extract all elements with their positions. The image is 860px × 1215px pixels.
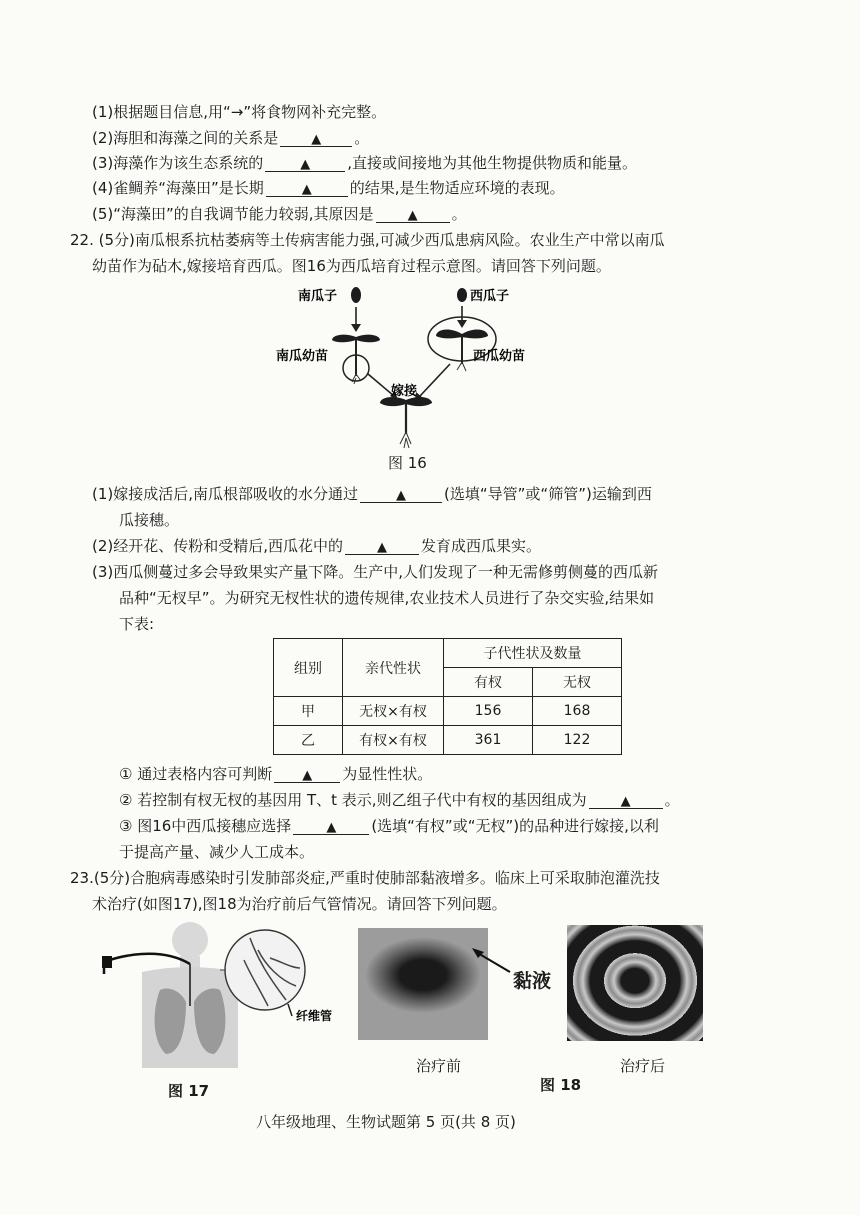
q22-intro-line1: 22. (5分)南瓜根系抗枯萎病等土传病害能力强,可减少西瓜患病风险。农业生产中常以南瓜	[70, 231, 665, 249]
answer-blank[interactable]: ▲	[266, 178, 348, 197]
pumpkin-seedling-icon	[332, 335, 380, 384]
after-treatment-label: 治疗后	[620, 1057, 666, 1075]
table-row: 甲 无杈×有杈 156 168	[274, 697, 622, 726]
q22-sub2: ② 若控制有杈无杈的基因用 T、t 表示,则乙组子代中有杈的基因组成为 ▲ 。	[119, 791, 680, 809]
answer-blank[interactable]: ▲	[376, 204, 450, 223]
figure-18-caption: 图 18	[540, 1076, 582, 1094]
answer-blank[interactable]: ▲	[265, 153, 345, 172]
watermelon-seed-icon	[457, 288, 467, 302]
answer-blank[interactable]: ▲	[589, 790, 663, 809]
pumpkin-seed-icon	[351, 287, 361, 303]
q21-item-1: (1)根据题目信息,用“→”将食物网补充完整。	[92, 103, 387, 121]
q22-part2: (2)经开花、传粉和受精后,西瓜花中的 ▲ 发育成西瓜果实。	[92, 537, 542, 555]
q22-part3-line3: 下表:	[119, 615, 155, 633]
watermelon-seedling-label: 西瓜幼苗	[473, 349, 526, 364]
header-group: 组别	[274, 639, 343, 697]
mucus-label: 黏液	[513, 970, 552, 992]
q22-part1-line2: 瓜接穗。	[119, 511, 180, 529]
header-parent: 亲代性状	[343, 639, 444, 697]
figure-16-grafting-diagram	[270, 282, 570, 472]
q21-item-5: (5)“海藻田”的自我调节能力较弱,其原因是 ▲ 。	[92, 205, 467, 223]
header-branchless: 无杈	[533, 668, 622, 697]
q22-part3-line1: (3)西瓜侧蔓过多会导致果实产量下降。生产中,人们发现了一种无需修剪侧蔓的西瓜新	[92, 563, 659, 581]
q23-intro-line2: 术治疗(如图17),图18为治疗前后气管情况。请回答下列问题。	[92, 895, 507, 913]
figure-17-caption: 图 17	[168, 1082, 210, 1100]
trachea-before-image	[358, 928, 488, 1040]
q22-sub1: ① 通过表格内容可判断 ▲ 为显性性状。	[119, 765, 433, 783]
grafted-plant-icon	[380, 397, 432, 448]
graft-label: 嫁接	[391, 384, 418, 399]
trachea-after-image	[567, 925, 703, 1041]
q21-item-4: (4)雀鲷养“海藻田”是长期 ▲ 的结果,是生物适应环境的表现。	[92, 179, 565, 197]
fiber-tube-label: 纤维管	[296, 1009, 333, 1023]
answer-blank[interactable]: ▲	[360, 484, 442, 503]
q22-sub3-line1: ③ 图16中西瓜接穗应选择 ▲ (选填“有杈”或“无杈”)的品种进行嫁接,以利	[119, 817, 659, 835]
q22-intro-line2: 幼苗作为砧木,嫁接培育西瓜。图16为西瓜培育过程示意图。请回答下列问题。	[92, 257, 611, 275]
answer-blank[interactable]: ▲	[293, 816, 369, 835]
watermelon-seed-label: 西瓜子	[470, 289, 510, 304]
pumpkin-seed-label: 南瓜子	[298, 289, 338, 304]
q22-sub3-line2: 于提高产量、减少人工成本。	[119, 843, 315, 861]
q21-item-3: (3)海藻作为该生态系统的 ▲ ,直接或间接地为其他生物提供物质和能量。	[92, 154, 638, 172]
q22-part1-line1: (1)嫁接成活后,南瓜根部吸收的水分通过 ▲ (选填“导管”或“筛管”)运输到西	[92, 485, 652, 503]
head-shape	[172, 922, 208, 958]
q23-intro-line1: 23.(5分)合胞病毒感染时引发肺部炎症,严重时使肺部黏液增多。临床上可采取肺泡灌洗技	[70, 869, 660, 887]
answer-blank[interactable]: ▲	[280, 128, 352, 147]
figure-16-caption: 图 16	[388, 454, 427, 472]
answer-blank[interactable]: ▲	[274, 764, 340, 783]
q22-part3-line2: 品种“无杈早”。为研究无杈性状的遗传规律,农业技术人员进行了杂交实验,结果如	[119, 589, 655, 607]
figure-17-lavage-illustration	[100, 920, 350, 1080]
q21-item-2: (2)海胆和海藻之间的关系是 ▲ 。	[92, 129, 370, 147]
answer-blank[interactable]: ▲	[345, 536, 419, 555]
table-row: 乙 有杈×有杈 361 122	[274, 726, 622, 755]
cross-results-table	[273, 638, 622, 755]
header-offspring: 子代性状及数量	[444, 639, 622, 668]
pumpkin-seedling-label: 南瓜幼苗	[276, 349, 329, 364]
before-treatment-label: 治疗前	[416, 1057, 462, 1075]
header-branched: 有杈	[444, 668, 533, 697]
page-footer: 八年级地理、生物试题第 5 页(共 8 页)	[256, 1113, 516, 1131]
